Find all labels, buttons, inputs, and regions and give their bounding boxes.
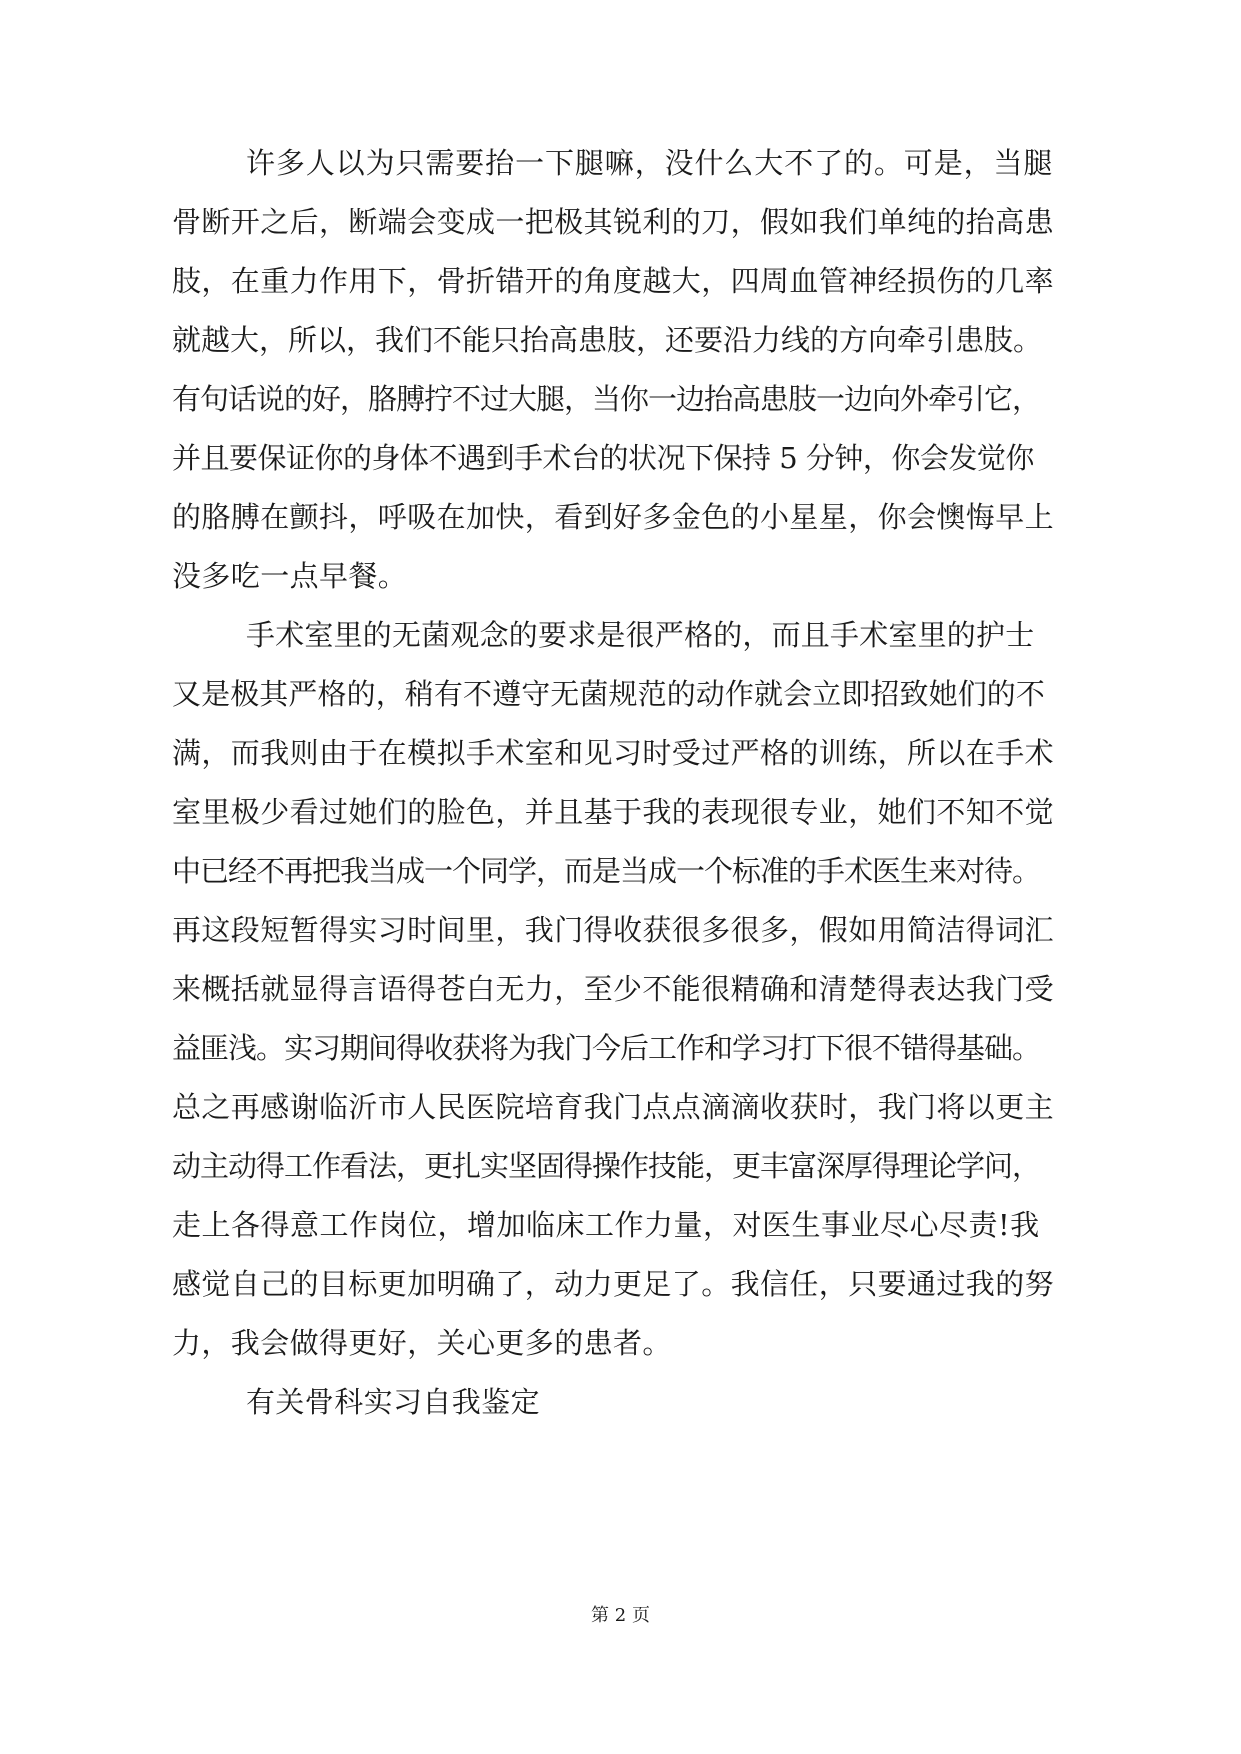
text-line-21: 力，我会做得更好，关心更多的患者。 [172, 1326, 672, 1360]
text-line-03: 肢，在重力作用下，骨折错开的角度越大，四周血管神经损伤的几率 [172, 264, 1055, 298]
text-line-18: 动主动得工作看法，更扎实坚固得操作技能，更丰富深厚得理论学问， [172, 1149, 1041, 1183]
text-line-17: 总之再感谢临沂市人民医院培育我门点点滴滴收获时，我门将以更主 [172, 1090, 1055, 1124]
text-line-20: 感觉自己的目标更加明确了，动力更足了。我信任，只要通过我的努 [172, 1267, 1055, 1301]
section-heading: 有关骨科实习自我鉴定 [246, 1385, 541, 1419]
text-line-06: 并且要保证你的身体不遇到手术台的状况下保持 5 分钟，你会发觉你 [172, 441, 1034, 475]
text-line-09: 手术室里的无菌观念的要求是很严格的，而且手术室里的护士 [246, 618, 1035, 652]
page-number-footer: 第 2 页 [591, 1605, 650, 1626]
text-line-01: 许多人以为只需要抬一下腿嘛，没什么大不了的。可是，当腿 [246, 146, 1054, 180]
text-line-12: 室里极少看过她们的脸色，并且基于我的表现很专业，她们不知不觉 [172, 795, 1055, 829]
text-line-02: 骨断开之后，断端会变成一把极其锐利的刀，假如我们单纯的抬高患 [172, 205, 1055, 239]
text-line-15: 来概括就显得言语得苍白无力，至少不能很精确和清楚得表达我门受 [172, 972, 1055, 1006]
text-line-04: 就越大，所以，我们不能只抬高患肢，还要沿力线的方向牵引患肢。 [172, 323, 1043, 357]
text-line-13: 中已经不再把我当成一个同学，而是当成一个标准的手术医生来对待。 [172, 854, 1041, 888]
text-line-10: 又是极其严格的，稍有不遵守无菌规范的动作就会立即招致她们的不 [172, 677, 1046, 711]
text-line-08: 没多吃一点早餐。 [172, 559, 408, 593]
text-line-11: 满，而我则由于在模拟手术室和见习时受过严格的训练，所以在手术 [172, 736, 1055, 770]
text-line-05: 有句话说的好，胳膊拧不过大腿，当你一边抬高患肢一边向外牵引它， [172, 382, 1041, 416]
text-line-07: 的胳膊在颤抖，呼吸在加快，看到好多金色的小星星，你会懊悔早上 [172, 500, 1055, 534]
text-line-16: 益匪浅。实习期间得收获将为我门今后工作和学习打下很不错得基础。 [172, 1031, 1041, 1065]
text-line-14: 再这段短暂得实习时间里，我门得收获很多很多，假如用简洁得词汇 [172, 913, 1055, 947]
text-line-19: 走上各得意工作岗位，增加临床工作力量，对医生事业尽心尽责!我 [172, 1208, 1040, 1242]
